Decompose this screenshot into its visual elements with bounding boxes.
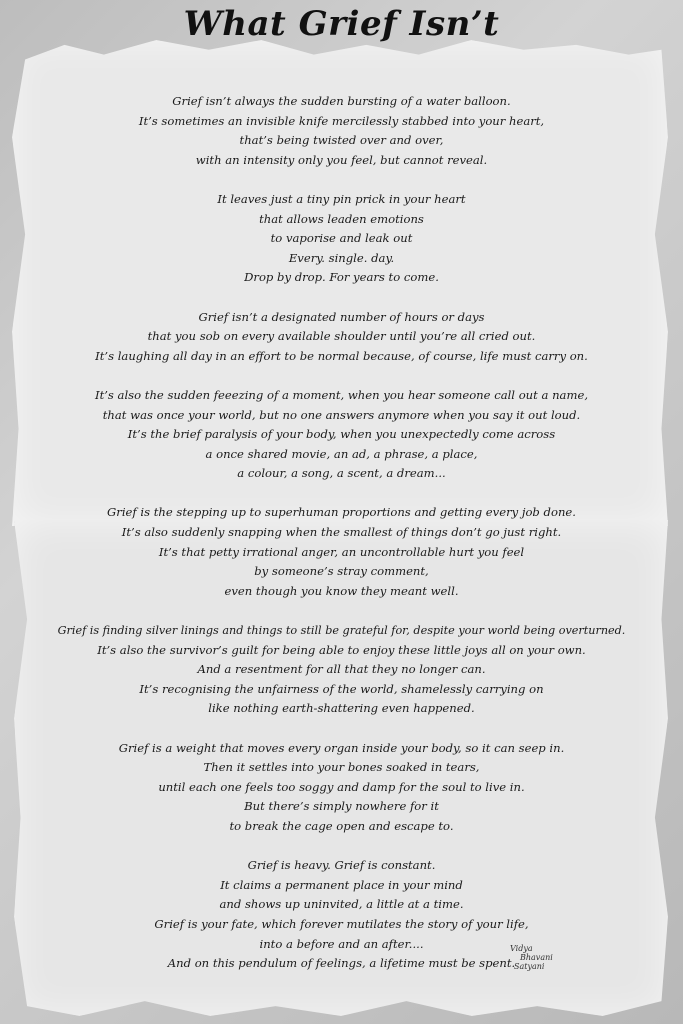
signature-line: Bhavani: [520, 953, 553, 962]
poem-line: with an intensity only you feel, but cannot reveal.: [195, 152, 488, 167]
poem-line: into a before and an after....: [259, 936, 424, 951]
poem-line: Grief is the stepping up to superhuman proportions and getting every job done.: [107, 505, 576, 520]
poem-line: And a resentment for all that they no longer can.: [197, 662, 486, 677]
poem-line: It claims a permanent place in your mind: [220, 877, 463, 892]
poem-line: It’s laughing all day in an effort to be normal because, of course, life must carry on.: [95, 348, 588, 363]
poem-line: that you sob on every available shoulder until you’re all cried out.: [147, 329, 536, 344]
poem-line: Drop by drop. For years to come.: [244, 270, 439, 285]
poem-line: Grief is finding silver linings and things to still be grateful for, despite your world being overturned.: [57, 624, 626, 638]
stanza-1: [0, 92, 683, 170]
poem-line: like nothing earth-shattering even happened.: [208, 701, 475, 716]
stanza-7: [0, 739, 683, 837]
poem-line: It’s recognising the unfairness of the world, shamelessly carrying on: [139, 681, 544, 696]
poem-line: It leaves just a tiny pin prick in your heart: [217, 191, 466, 206]
poem-line: that was once your world, but no one answers anymore when you say it out loud.: [102, 407, 581, 422]
stanza-4: [0, 386, 683, 484]
poem-line: Grief is your fate, which forever mutilates the story of your life,: [154, 916, 529, 931]
poem-line: And on this pendulum of feelings, a lifetime must be spent.: [167, 956, 516, 971]
stanza-3: [0, 308, 683, 367]
stanza-6: [0, 621, 683, 719]
poem-body: [0, 92, 683, 974]
poem-line: It’s also suddenly snapping when the smallest of things don’t go just right.: [121, 525, 562, 540]
poem-line: It’s also the survivor’s guilt for being able to enjoy these little joys all on your own.: [97, 642, 586, 657]
poem-line: that’s being twisted over and over,: [239, 133, 444, 148]
poem-line: to vaporise and leak out: [270, 231, 413, 246]
author-signature: [510, 944, 560, 1000]
poem-line: by someone’s stray comment,: [254, 564, 429, 579]
poem-line: Grief isn’t a designated number of hours or days: [198, 309, 485, 324]
poem-line: Every. single. day.: [288, 250, 395, 265]
poem-line: a colour, a song, a scent, a dream...: [237, 466, 446, 481]
poem-line: a once shared movie, an ad, a phrase, a place,: [205, 446, 478, 461]
poem-line: It’s sometimes an invisible knife mercilessly stabbed into your heart,: [138, 113, 545, 128]
poem-line: Then it settles into your bones soaked in tears,: [203, 760, 480, 775]
poem-line: Grief is heavy. Grief is constant.: [247, 858, 436, 873]
poem-line: to break the cage open and escape to.: [229, 818, 454, 833]
poem-line: until each one feels too soggy and damp for the soul to live in.: [158, 779, 525, 794]
poem-line: Grief isn’t always the sudden bursting of a water balloon.: [172, 94, 511, 108]
stanza-2: [0, 190, 683, 288]
poem-line: and shows up uninvited, a little at a time.: [219, 897, 464, 912]
poem-line: It’s the brief paralysis of your body, when you unexpectedly come across: [127, 427, 556, 442]
stanza-5: [0, 503, 683, 601]
poem-line: Grief is a weight that moves every organ inside your body, so it can seep in.: [118, 740, 565, 755]
page-title: What Grief Isn’t: [183, 4, 500, 44]
poem-line: It’s that petty irrational anger, an uncontrollable hurt you feel: [158, 544, 525, 559]
poem-line: It’s also the sudden feeezing of a moment, when you hear someone call out a name,: [94, 387, 589, 402]
signature-line: Vidya: [510, 944, 533, 953]
stanza-8: [0, 856, 683, 974]
signature-line: Satyani: [514, 962, 545, 971]
poem-line: even though you know they meant well.: [224, 583, 459, 598]
poem-line: But there’s simply nowhere for it: [244, 799, 439, 814]
poem-line: that allows leaden emotions: [259, 211, 424, 226]
